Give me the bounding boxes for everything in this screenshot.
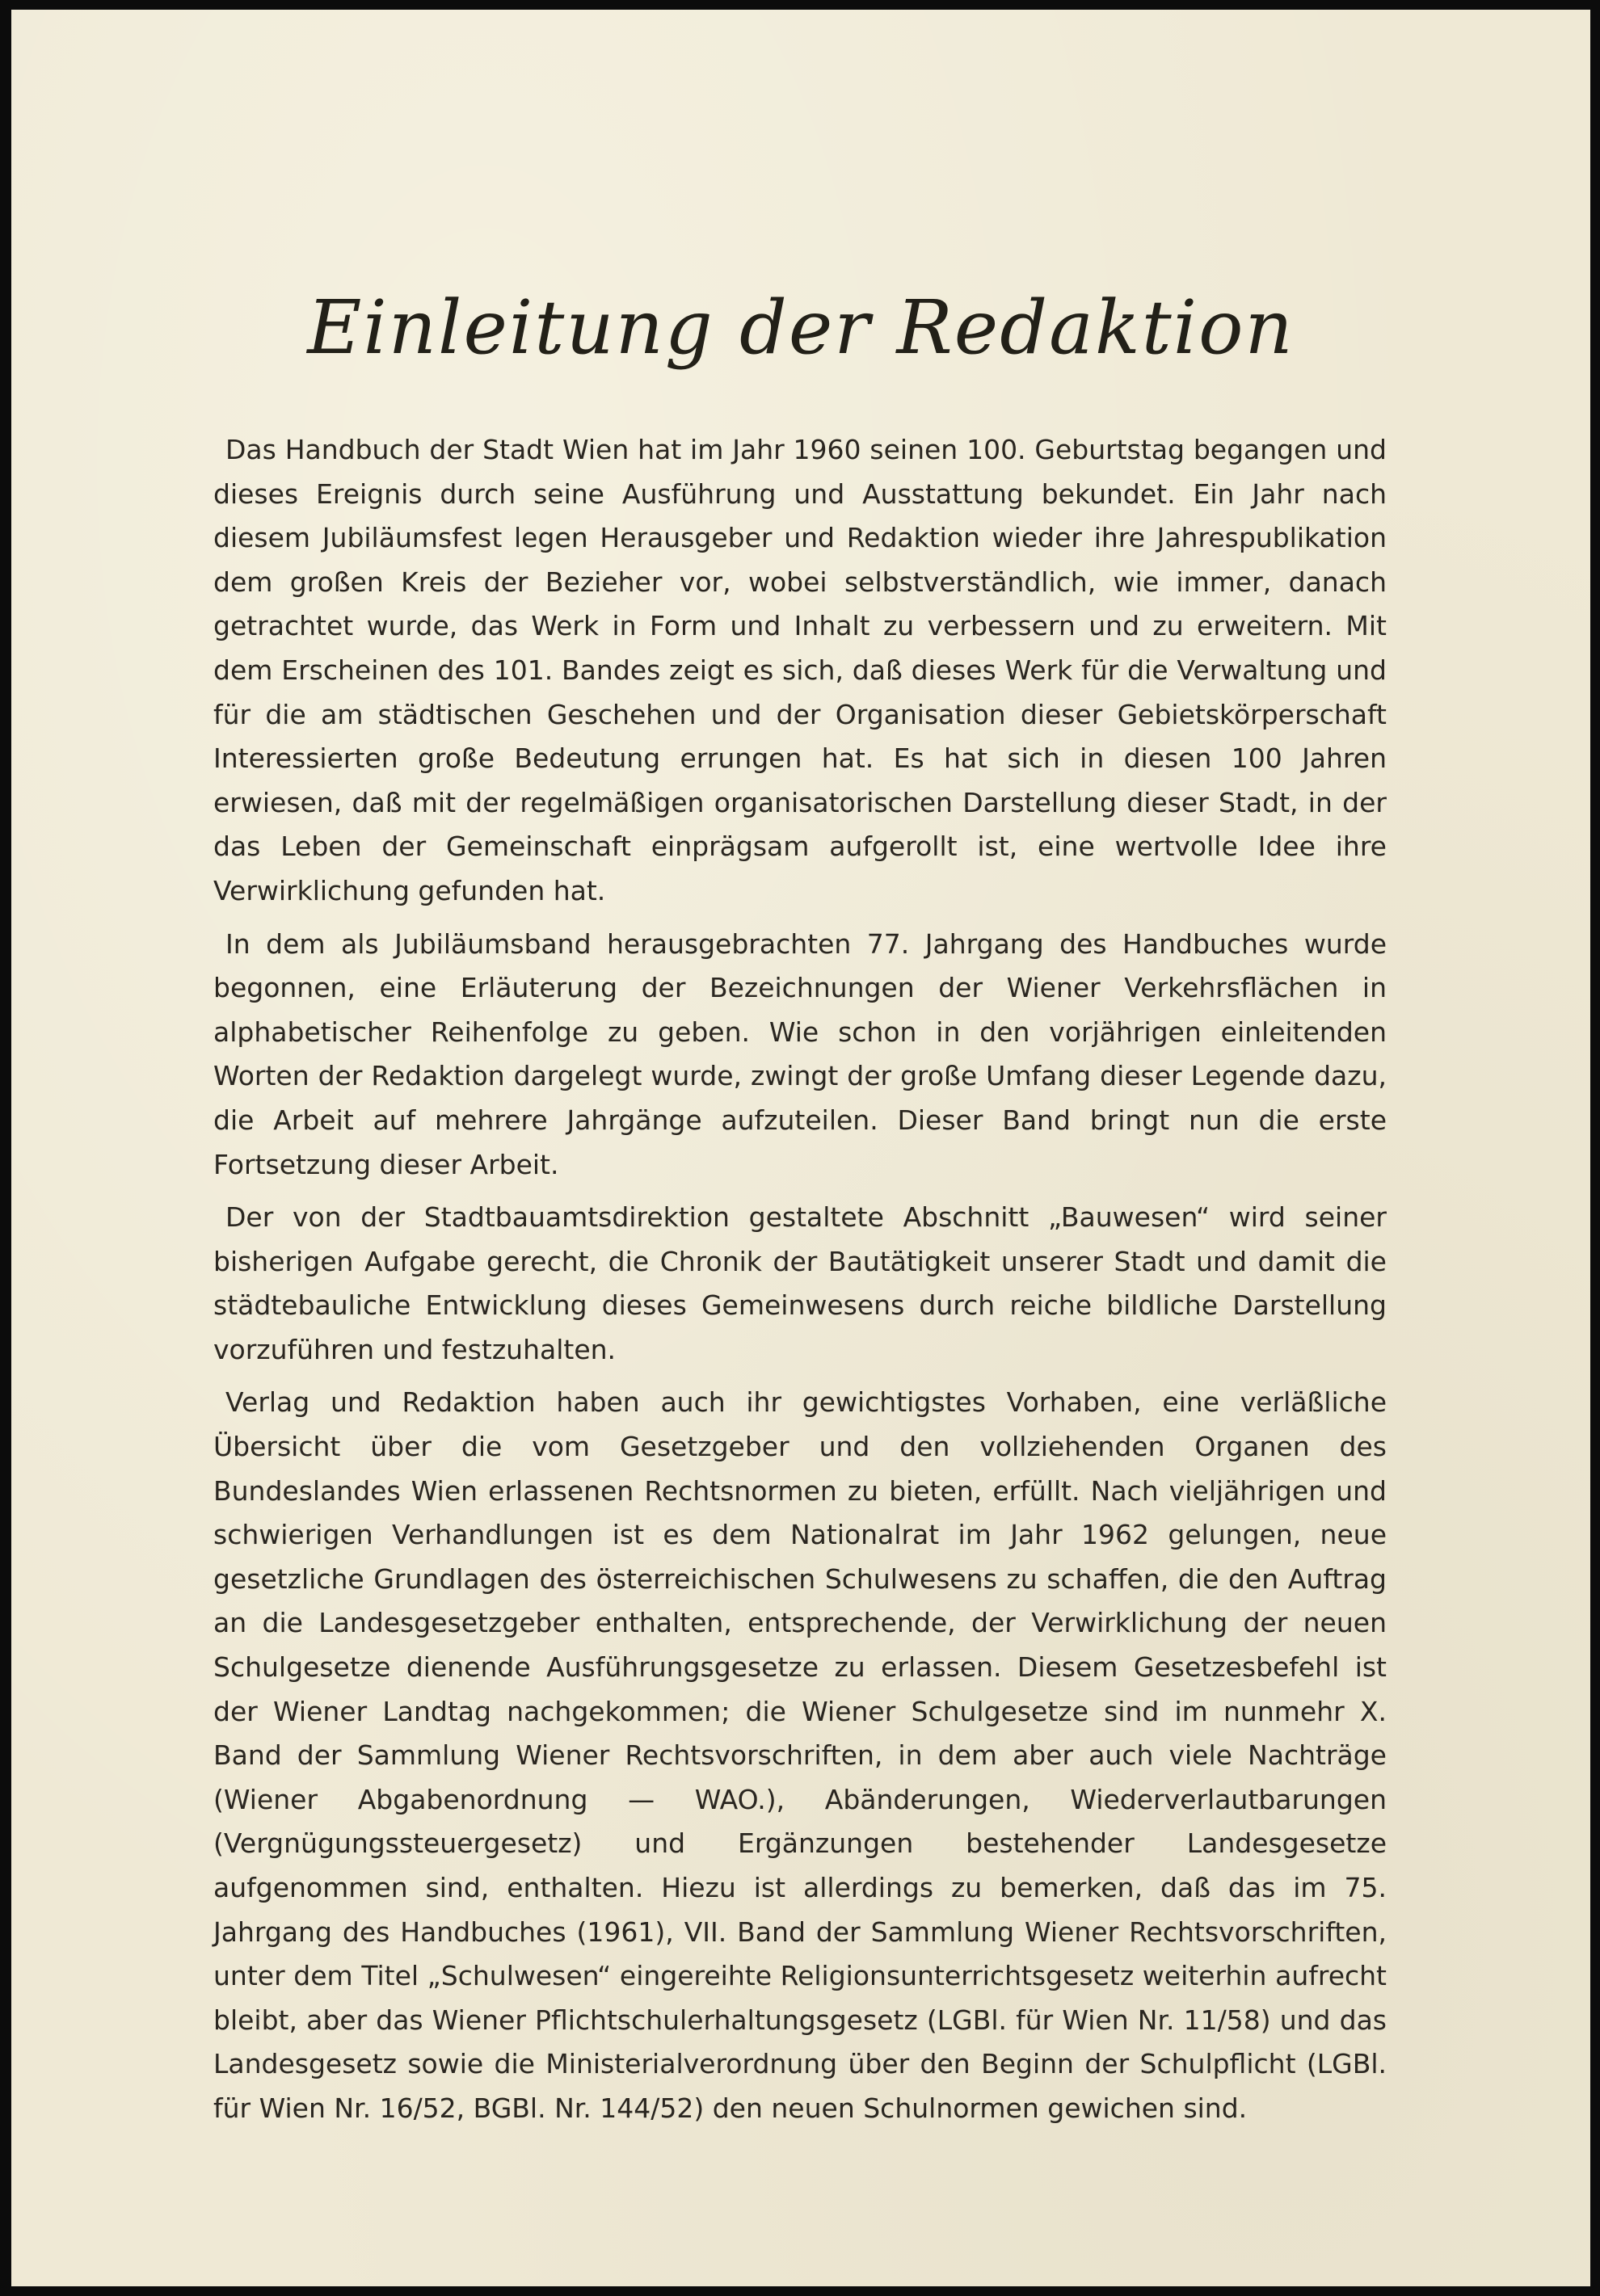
paragraph-4: Verlag und Redaktion haben auch ihr gewichtigstes Vorhaben, eine verläßliche Übersicht über die vom Gesetzgeber und den vollziehenden Organen des Bundeslandes Wien erlassenen Rechtsnormen zu bieten, erfüllt. Nach vieljährigen und schwierigen Verhandlungen ist es dem Nationalrat im Jahr 1962 gelungen, neue gesetzliche Grundlagen des österreichischen Schulwesens zu schaffen, die den Auftrag an die Landesgesetzgeber enthalten, entsprechende, der Verwirklichung der neuen Schulgesetze dienende Ausführungsgesetze zu erlassen. Diesem Gesetzesbefehl ist der Wiener Landtag nachgekommen; die Wiener Schulgesetze sind im nunmehr X. Band der Sammlung Wiener Rechtsvorschriften, in dem aber auch viele Nachträge (Wiener Abgabenordnung — WAO.), Abänderungen, Wiederverlautbarungen (Vergnügungssteuergesetz) und Ergänzungen bestehender Landesgesetze aufgenommen sind, enthalten. Hiezu ist allerdings zu bemerken, daß das im 75. Jahrgang des Handbuches (1961), VII. Band der Sammlung Wiener Rechtsvorschriften, unter dem Titel „Schulwesen“ eingereihte Religionsunterrichtsgesetz weiterhin aufrecht bleibt, aber das Wiener Pflichtschulerhaltungsgesetz (LGBl. für Wien Nr. 11/58) und das Landesgesetz sowie die Ministerialverordnung über den Beginn der Schulpflicht (LGBl. für Wien Nr. 16/52, BGBl. Nr. 144/52) den neuen Schulnormen gewichen sind.: [213, 1386, 1387, 2124]
body-text: [213, 428, 1387, 2131]
paragraph-1: Das Handbuch der Stadt Wien hat im Jahr 1960 seinen 100. Geburtstag begangen und dieses Ereignis durch seine Ausführung und Ausstattung bekundet. Ein Jahr nach diesem Jubiläumsfest legen Herausgeber und Redaktion wieder ihre Jahrespublikation dem großen Kreis der Bezieher vor, wobei selbstverständlich, wie immer, danach getrachtet wurde, das Werk in Form und Inhalt zu verbessern und zu erweitern. Mit dem Erscheinen des 101. Bandes zeigt es sich, daß dieses Werk für die Verwaltung und für die am städtischen Geschehen und der Organisation dieser Gebietskörperschaft Interessierten große Bedeutung errungen hat. Es hat sich in diesen 100 Jahren erwiesen, daß mit der regelmäßigen organisatorischen Darstellung dieser Stadt, in der das Leben der Gemeinschaft einprägsam aufgerollt ist, eine wertvolle Idee ihre Verwirklichung gefunden hat.: [213, 434, 1387, 906]
paragraph-2: In dem als Jubiläumsband herausgebrachten 77. Jahrgang des Handbuches wurde begonnen, eine Erläuterung der Bezeichnungen der Wiener Verkehrsflächen in alphabetischer Reihenfolge zu geben. Wie schon in den vorjährigen einleitenden Worten der Redaktion dargelegt wurde, zwingt der große Umfang dieser Legende dazu, die Arbeit auf mehrere Jahrgänge aufzuteilen. Dieser Band bringt nun die erste Fortsetzung dieser Arbeit.: [213, 927, 1387, 1180]
paragraph-3: Der von der Stadtbauamtsdirektion gestaltete Abschnitt „Bauwesen“ wird seiner bisherigen Aufgabe gerecht, die Chronik der Bautätigkeit unserer Stadt und damit die städtebauliche Entwicklung dieses Gemeinwesens durch reiche bildliche Darstellung vorzuführen und festzuhalten.: [213, 1201, 1387, 1365]
document-page: [11, 10, 1590, 2286]
page-title: Einleitung der Redaktion: [307, 284, 1295, 371]
